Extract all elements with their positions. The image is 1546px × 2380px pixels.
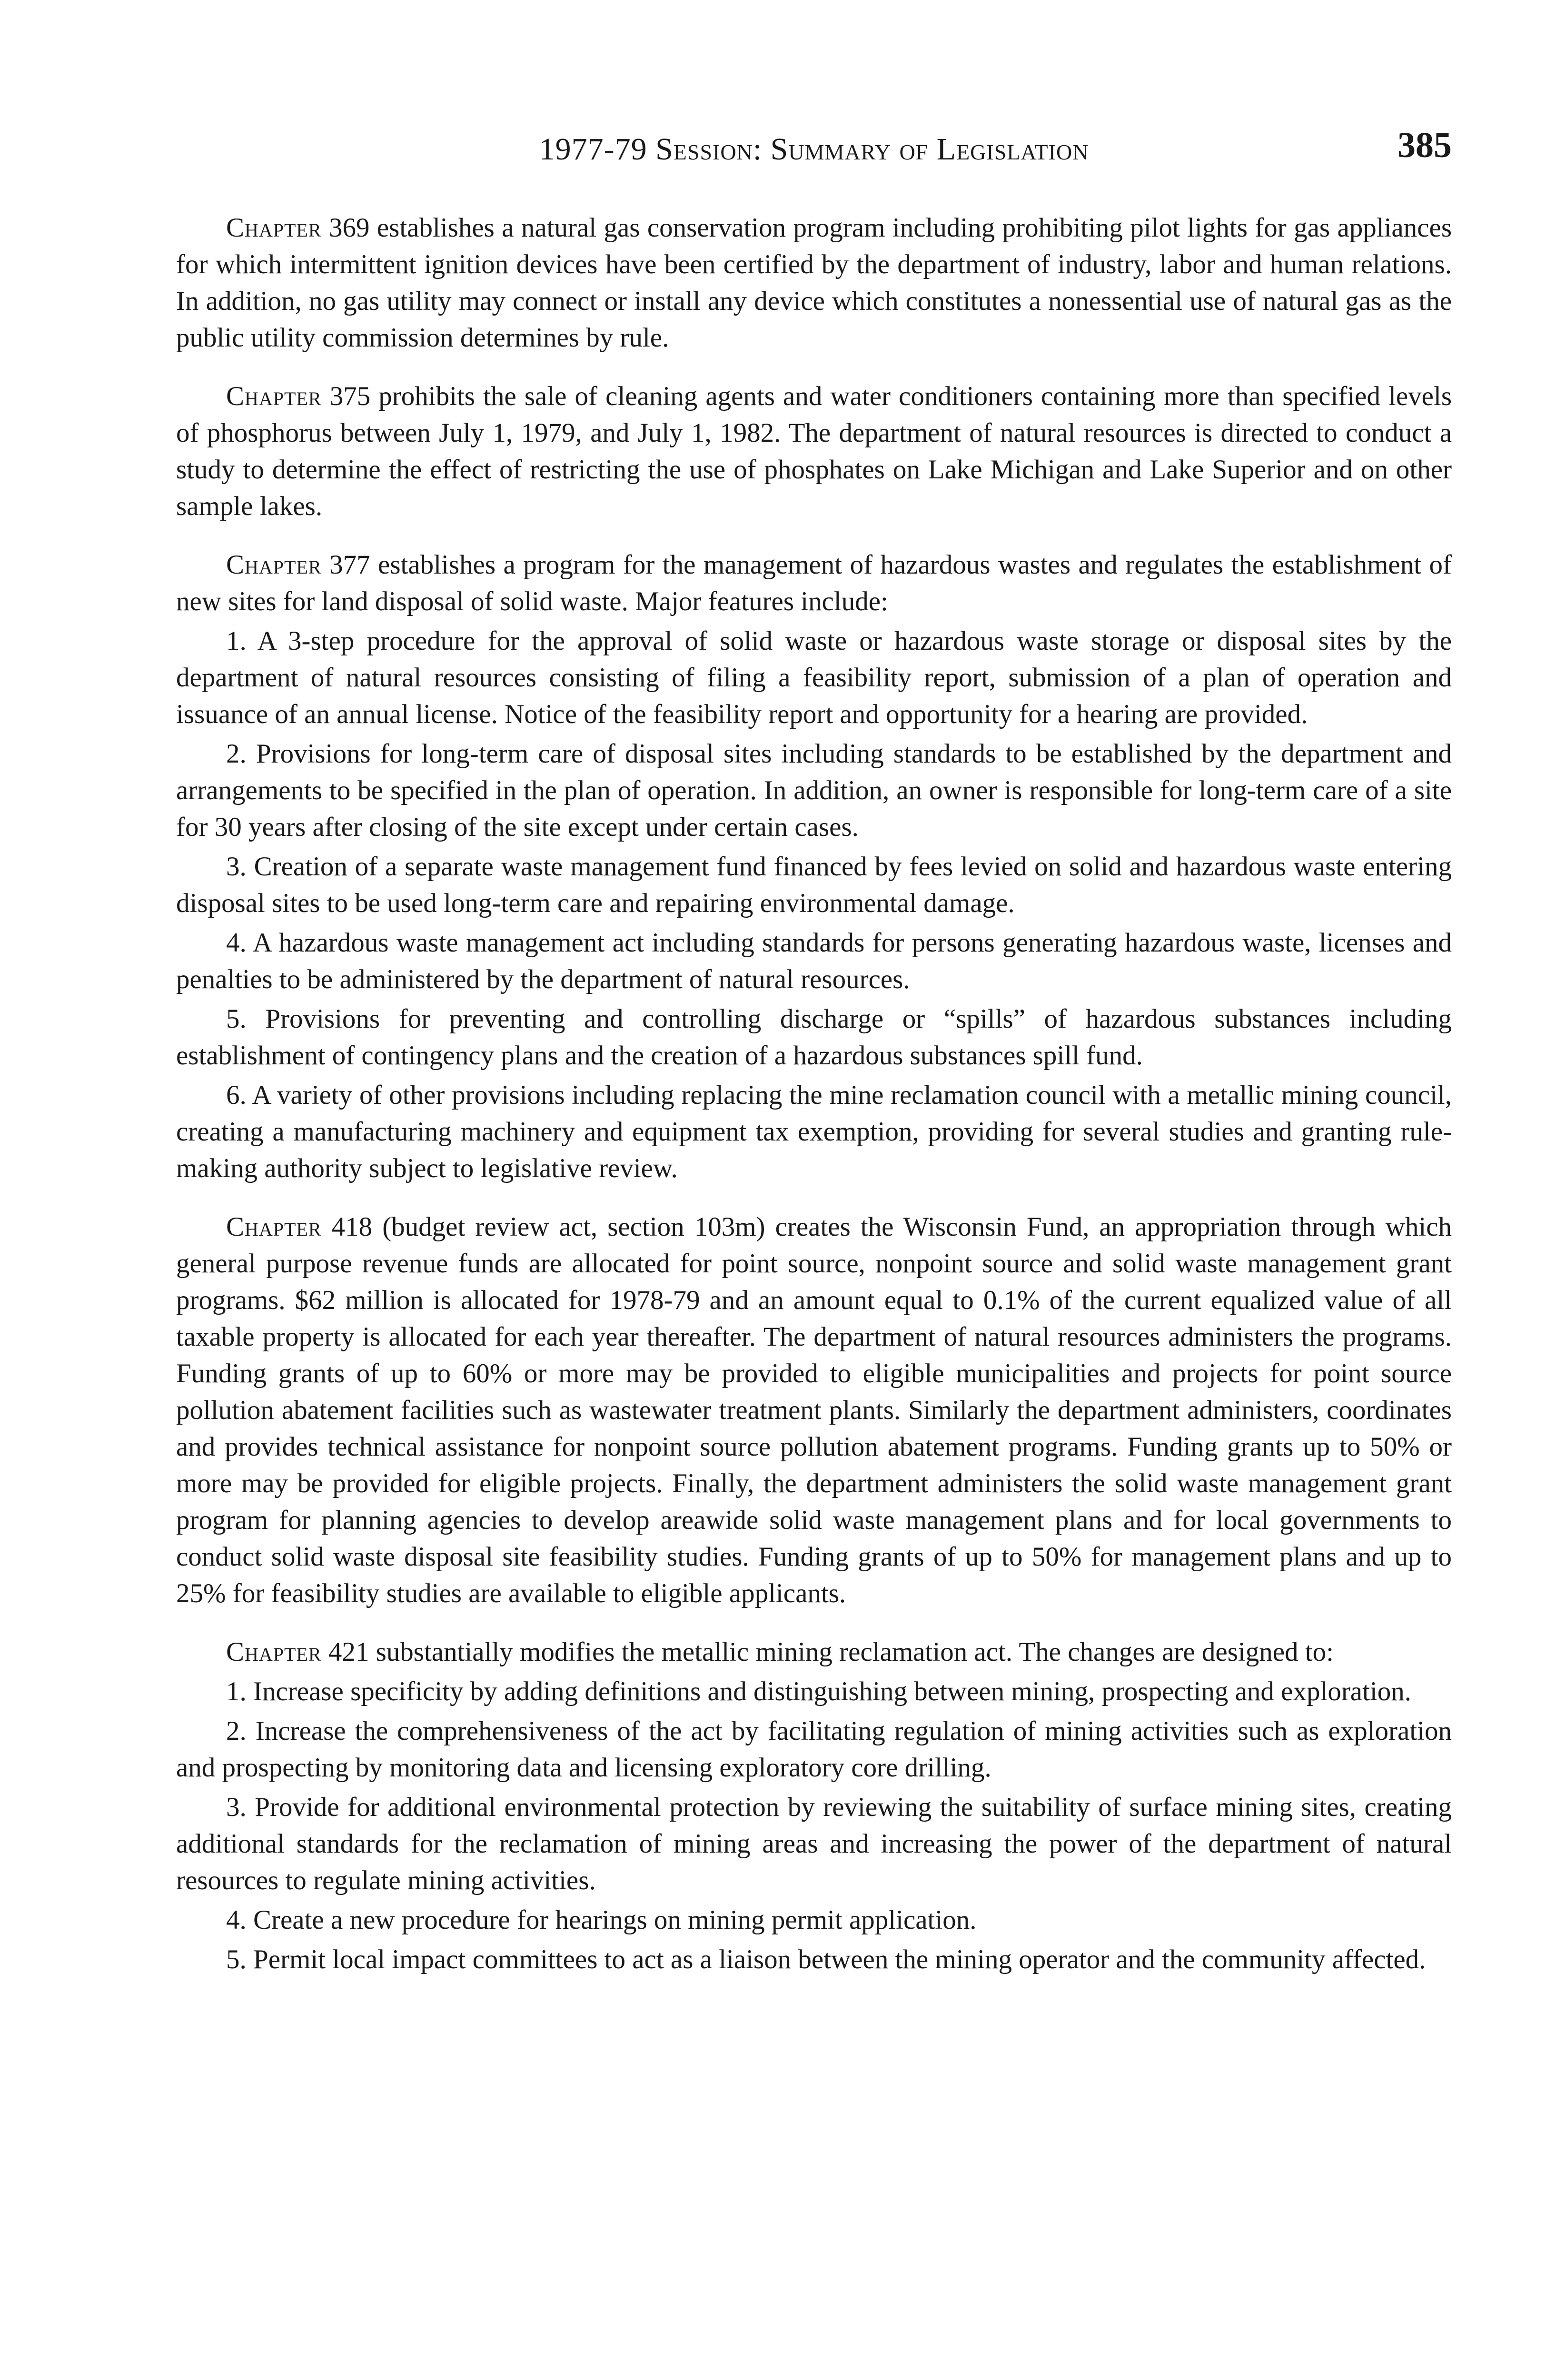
chapter-label: Chapter	[226, 1212, 322, 1242]
chapter-369-paragraph	[176, 209, 1452, 356]
chapter-label: Chapter	[226, 213, 322, 243]
chapter-375-paragraph	[176, 378, 1452, 525]
chapter-377-intro-text: 377 establishes a program for the management of hazardous wastes and regulates the establishment of new sites for land disposal of solid waste. Major features include:	[176, 550, 1452, 616]
chapter-421-intro	[176, 1634, 1452, 1670]
chapter-377-item-2: 2. Provisions for long-term care of disposal sites including standards to be established by the department and arrangements to be specified in the plan of operation. In addition, an owner is responsible for long-term care of a site for 30 years after closing of the site except under certain cases.	[176, 739, 1452, 842]
chapter-418-text: 418 (budget review act, section 103m) creates the Wisconsin Fund, an appropriation through which general purpose revenue funds are allocated for point source, nonpoint source and solid waste management grant programs. $62 million is allocated for 1978-79 and an amount equal to 0.1% of the current equalized value of all taxable property is allocated for each year thereafter. The department of natural resources administers the programs. Funding grants of up to 60% or more may be provided to eligible municipalities and projects for point source pollution abatement facilities such as wastewater treatment plants. Similarly the department administers, coordinates and provides technical assistance for nonpoint source pollution abatement programs. Funding grants up to 50% or more may be provided for eligible projects. Finally, the department administers the solid waste management grant program for planning agencies to develop areawide solid waste management plans and for local governments to conduct solid waste disposal site feasibility studies. Funding grants of up to 50% for management plans and up to 25% for feasibility studies are available to eligible applicants.	[176, 1212, 1452, 1608]
chapter-375-text: 375 prohibits the sale of cleaning agents and water conditioners containing more than specified levels of phosphorus between July 1, 1979, and July 1, 1982. The department of natural resources is directed to conduct a study to determine the effect of restricting the use of phosphates on Lake Michigan and Lake Superior and on other sample lakes.	[176, 381, 1452, 521]
running-title: 1977-79 Session: Summary of Legislation	[539, 132, 1089, 167]
chapter-421-intro-text: 421 substantially modifies the metallic mining reclamation act. The changes are designed to:	[328, 1637, 1334, 1667]
chapter-377-intro	[176, 546, 1452, 620]
page-number: 385	[1397, 125, 1452, 165]
chapter-377-item-4: 4. A hazardous waste management act including standards for persons generating hazardous waste, licenses and penalties to be administered by the department of natural resources.	[176, 928, 1452, 994]
chapter-377-item-1: 1. A 3-step procedure for the approval of solid waste or hazardous waste storage or disposal sites by the department of natural resources consisting of filing a feasibility report, submission of a plan of operation and issuance of an annual license. Notice of the feasibility report and opportunity for a hearing are provided.	[176, 626, 1452, 729]
chapter-421-item-5: 5. Permit local impact committees to act as a liaison between the mining operator and the community affected.	[226, 1944, 1426, 1974]
chapter-418-paragraph	[176, 1209, 1452, 1612]
chapter-label: Chapter	[226, 1637, 322, 1667]
chapter-377-item-6: 6. A variety of other provisions including replacing the mine reclamation council with a metallic mining council, creating a manufacturing machinery and equipment tax exemption, providing for several studies and granting rule-making authority subject to legislative review.	[176, 1080, 1452, 1183]
body-text	[176, 209, 1452, 2000]
chapter-421-item-4: 4. Create a new procedure for hearings on mining permit application.	[226, 1905, 977, 1935]
chapter-label: Chapter	[226, 550, 322, 580]
chapter-421-item-1: 1. Increase specificity by adding definitions and distinguishing between mining, prospecting and exploration.	[226, 1676, 1412, 1706]
chapter-421-item-2: 2. Increase the comprehensiveness of the act by facilitating regulation of mining activities such as exploration and prospecting by monitoring data and licensing exploratory core drilling.	[176, 1716, 1452, 1783]
chapter-377-item-3: 3. Creation of a separate waste management fund financed by fees levied on solid and hazardous waste entering disposal sites to be used long-term care and repairing environmental damage.	[176, 852, 1452, 918]
chapter-label: Chapter	[226, 381, 322, 411]
running-head	[176, 125, 1452, 177]
chapter-369-text: 369 establishes a natural gas conservation program including prohibiting pilot lights for gas appliances for which intermittent ignition devices have been certified by the department of industry, labor and human relations. In addition, no gas utility may connect or install any device which constitutes a nonessential use of natural gas as the public utility commission determines by rule.	[176, 213, 1452, 353]
chapter-421-item-3: 3. Provide for additional environmental protection by reviewing the suitability of surface mining sites, creating additional standards for the reclamation of mining areas and increasing the power of the department of natural resources to regulate mining activities.	[176, 1792, 1452, 1895]
chapter-377-item-5: 5. Provisions for preventing and controlling discharge or “spills” of hazardous substances including establishment of contingency plans and the creation of a hazardous substances spill fund.	[176, 1004, 1452, 1071]
